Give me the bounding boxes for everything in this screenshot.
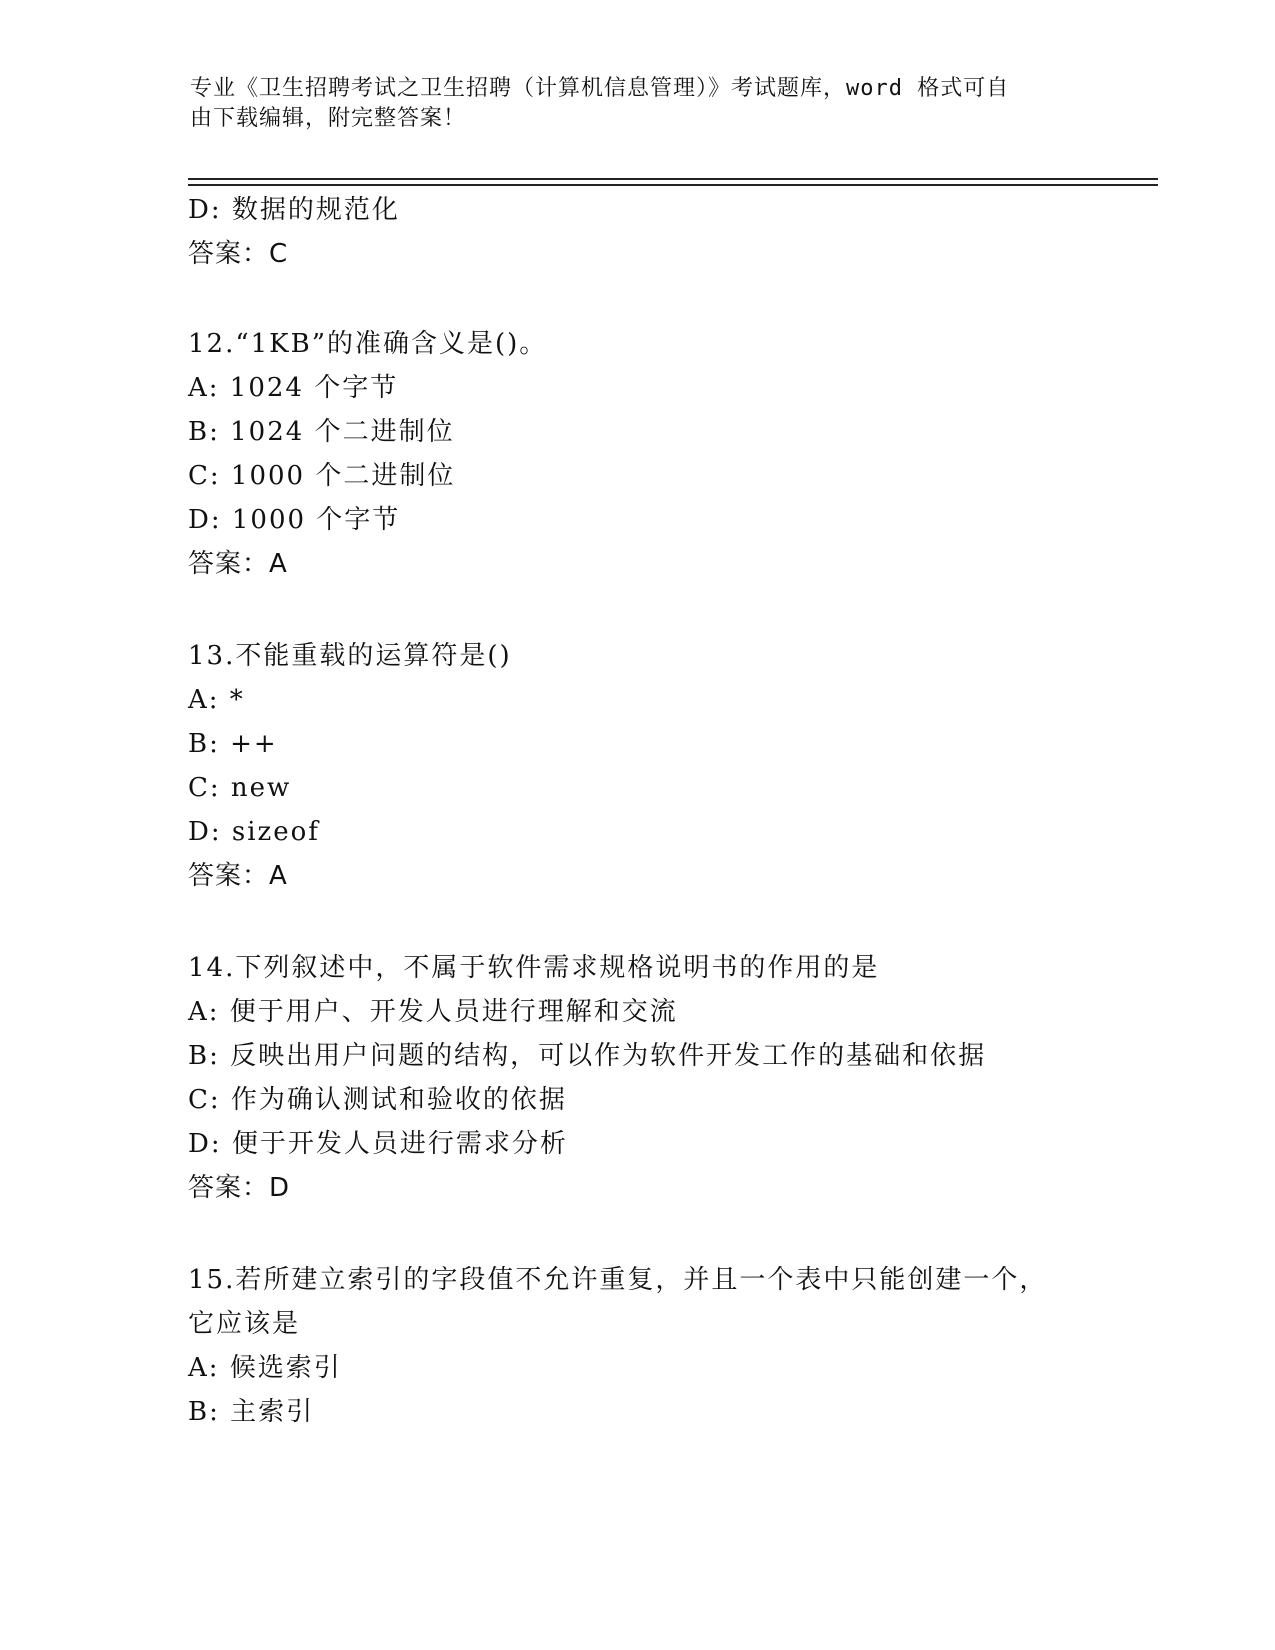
q14-option-b: B: 反映出用户问题的结构，可以作为软件开发工作的基础和依据	[188, 1041, 987, 1071]
q13-option-a: A: *	[188, 685, 245, 715]
q15-option-b: B: 主索引	[188, 1397, 315, 1427]
q11-option-d: D: 数据的规范化	[188, 195, 400, 225]
q12-option-c: C: 1000 个二进制位	[188, 461, 456, 491]
q13-option-b: B: ++	[188, 729, 278, 759]
q12-option-a: A: 1024 个字节	[188, 373, 399, 403]
q14-stem: 14.下列叙述中，不属于软件需求规格说明书的作用的是	[188, 953, 880, 983]
q11-answer: 答案：C	[188, 239, 289, 269]
q12-option-d: D: 1000 个字节	[188, 505, 401, 535]
q12-option-b: B: 1024 个二进制位	[188, 417, 455, 447]
q14-answer: 答案：D	[188, 1173, 291, 1203]
q12-stem: 12.“1KB”的准确含义是()。	[188, 329, 548, 359]
header-divider-bottom	[188, 184, 1158, 186]
q15-stem-line-2: 它应该是	[188, 1309, 301, 1339]
header-divider-top	[188, 178, 1158, 180]
q13-option-d: D: sizeof	[188, 817, 320, 847]
q14-option-a: A: 便于用户、开发人员进行理解和交流	[188, 997, 678, 1027]
q15-stem-line-1: 15.若所建立索引的字段值不允许重复，并且一个表中只能创建一个，	[188, 1265, 1048, 1295]
q13-stem: 13.不能重载的运算符是()	[188, 641, 512, 671]
header-line-1: 专业《卫生招聘考试之卫生招聘（计算机信息管理）》考试题库，word 格式可自	[190, 76, 1010, 101]
q14-option-d: D: 便于开发人员进行需求分析	[188, 1129, 568, 1159]
q12-answer: 答案：A	[188, 549, 288, 579]
q15-option-a: A: 候选索引	[188, 1353, 342, 1383]
document-header	[190, 74, 1090, 134]
header-line-2: 由下载编辑，附完整答案！	[190, 106, 467, 131]
q14-option-c: C: 作为确认测试和验收的依据	[188, 1085, 567, 1115]
q13-option-c: C: new	[188, 773, 292, 803]
q13-answer: 答案：A	[188, 861, 288, 891]
